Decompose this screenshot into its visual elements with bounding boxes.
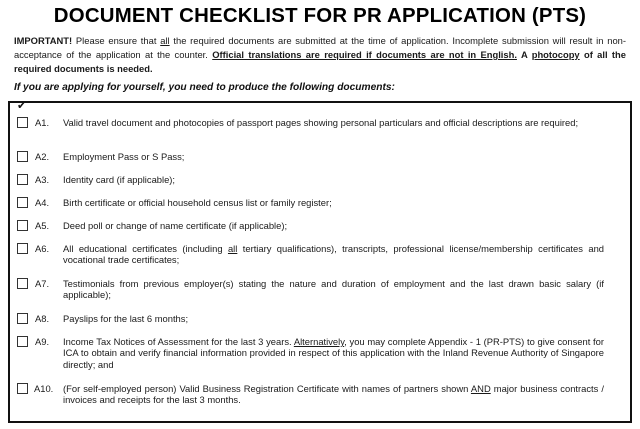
checkbox-a8[interactable] <box>17 313 28 324</box>
item-text: Deed poll or change of name certificate (if applicable); <box>63 220 288 231</box>
section-subheading: If you are applying for yourself, you need to produce the following documents: <box>14 82 395 93</box>
item-number: A1. <box>35 117 50 128</box>
item-text-after: tertiary qualifications), transcripts, professional license/membership certificates and vocational trade certificates; <box>63 243 604 266</box>
important-text-4: of all the required documents is needed. <box>14 49 626 74</box>
checkbox-a10[interactable] <box>17 383 28 394</box>
item-text <box>63 243 604 266</box>
item-text-before: Income Tax Notices of Assessment for the last 3 years. <box>63 336 294 347</box>
checkbox-a4[interactable] <box>17 197 28 208</box>
checkbox-a5[interactable] <box>17 220 28 231</box>
important-text-2: the required documents are submitted at the time of application. Incomplete submission will result in non-acceptance of the application at the counter. <box>14 35 626 60</box>
checkbox-a3[interactable] <box>17 174 28 185</box>
checkbox-a9[interactable] <box>17 336 28 347</box>
underlined-all: all <box>160 35 170 46</box>
item-text-after: , you may complete Appendix - 1 (PR-PTS) to give consent for ICA to obtain and verify financial information provided in respect of this application with the Inland Revenue Authority of Singapore directly; and <box>63 336 604 370</box>
item-text-underlined: Alternatively <box>293 336 345 347</box>
important-text-1: Please ensure that <box>72 35 161 46</box>
checkbox-a6[interactable] <box>17 243 28 254</box>
item-text-underlined: all <box>227 243 238 254</box>
item-text: Payslips for the last 6 months; <box>63 313 189 324</box>
item-text: Employment Pass or S Pass; <box>63 151 185 162</box>
item-number: A9. <box>35 336 50 347</box>
item-number: A3. <box>35 174 50 185</box>
item-number: A6. <box>35 243 50 254</box>
item-text-after: major business contracts / invoices and receipts for the last 3 months. <box>63 383 604 406</box>
item-text: Testimonials from previous employer(s) stating the nature and duration of employment and the last drawn basic salary (if applicable); <box>63 278 604 301</box>
item-text-before: (For self-employed person) Valid Business Registration Certificate with names of partners shown <box>63 383 471 394</box>
important-text-3: A <box>516 49 532 60</box>
item-text: Identity card (if applicable); <box>63 174 176 185</box>
checkbox-a7[interactable] <box>17 278 28 289</box>
item-text: Birth certificate or official household census list or family register; <box>63 197 332 208</box>
item-text <box>63 383 604 406</box>
important-notice <box>14 34 626 76</box>
checkbox-a2[interactable] <box>17 151 28 162</box>
item-number: A5. <box>35 220 50 231</box>
item-number: A7. <box>35 278 50 289</box>
item-number: A8. <box>35 313 50 324</box>
item-number: A2. <box>35 151 50 162</box>
important-label: IMPORTANT! <box>14 35 73 46</box>
item-text-underlined: AND <box>470 383 491 394</box>
item-number: A4. <box>35 197 50 208</box>
document-title: DOCUMENT CHECKLIST FOR PR APPLICATION (PTS) <box>53 5 587 27</box>
item-number: A10. <box>34 383 54 394</box>
photocopy-word: photocopy <box>531 49 580 60</box>
item-text-before: All educational certificates (including <box>63 243 228 254</box>
checkbox-a1[interactable] <box>17 117 28 128</box>
translations-notice: Official translations are required if documents are not in English. <box>212 49 517 60</box>
item-text: Valid travel document and photocopies of passport pages showing personal particulars and official descriptions are required; <box>63 117 579 128</box>
checkmark-icon: ✔ <box>17 99 27 112</box>
item-text <box>63 336 604 370</box>
